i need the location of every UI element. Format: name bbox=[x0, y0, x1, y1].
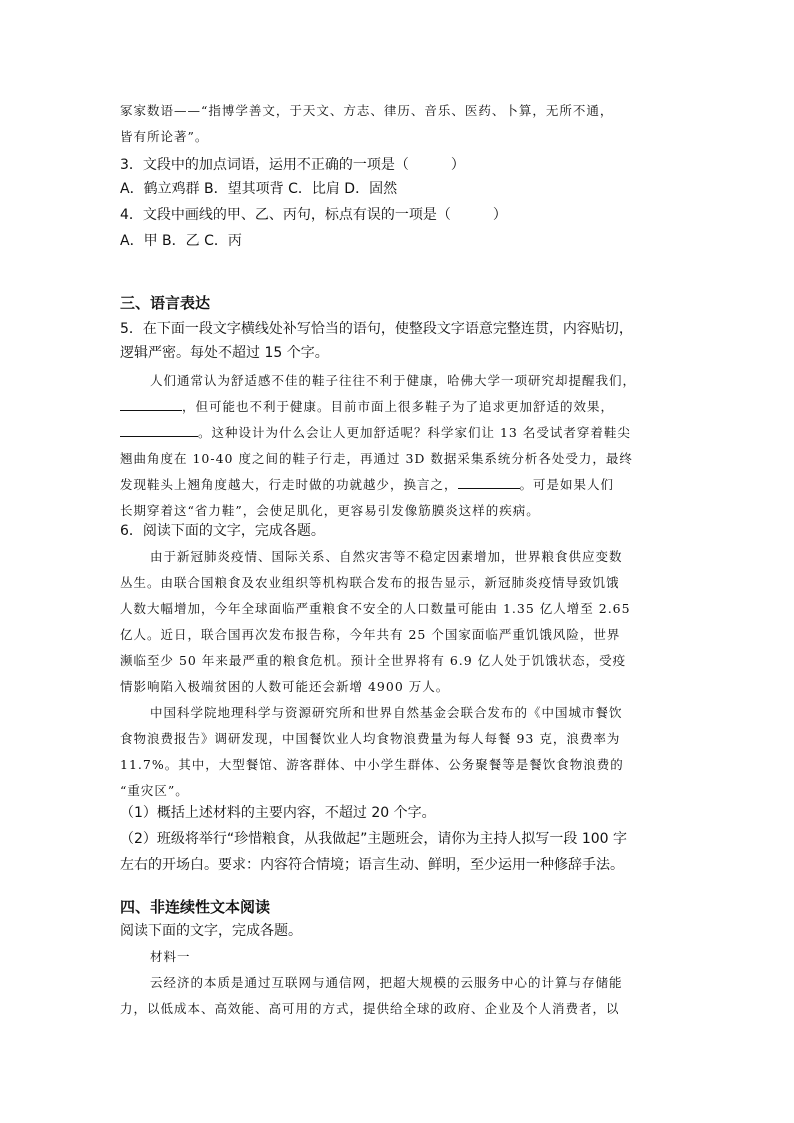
answer-blank bbox=[458, 475, 520, 489]
answer-blank bbox=[120, 397, 182, 411]
question-3-options: A．鹤立鸡群 B．望其项背 C．比肩 D．固然 bbox=[120, 181, 398, 197]
passage-line: 人们通常认为舒适感不佳的鞋子往往不利于健康，哈佛大学一项研究却提醒我们， bbox=[150, 373, 637, 388]
section-3-title: 三、语言表达 bbox=[120, 294, 211, 312]
question-6-stem: 6．阅读下面的文字，完成各题。 bbox=[120, 523, 325, 539]
answer-blank bbox=[120, 423, 198, 437]
passage-line: 濒临至少 50 年来最严重的粮食危机。预计全世界将有 6.9 亿人处于饥饿状态，受疫 bbox=[120, 653, 627, 668]
passage-line: 丛生。由联合国粮食及农业组织等机构联合发布的报告显示，新冠肺炎疫情导致饥饿 bbox=[120, 575, 620, 590]
question-6-sub-2: （2）班级将举行“珍惜粮食，从我做起”主题班会，请你为主持人拟写一段 100 字 bbox=[120, 831, 628, 847]
question-6-sub-1: （1）概括上述材料的主要内容，不超过 20 个字。 bbox=[120, 805, 436, 821]
passage-line: 食物浪费报告》调研发现，中国餐饮业人均食物浪费量为每人每餐 93 克，浪费率为 bbox=[120, 731, 621, 746]
question-3-stem: 3．文段中的加点词语，运用不正确的一项是（ ） bbox=[120, 157, 465, 173]
passage-line: ，但可能也不利于健康。目前市面上很多鞋子为了追求更加舒适的效果， bbox=[120, 396, 614, 418]
question-5-stem: 5．在下面一段文字横线处补写恰当的语句，使整段文字语意完整连贯，内容贴切， bbox=[120, 321, 633, 337]
passage-line: 翘曲角度在 10-40 度之间的鞋子行走，再通过 3D 数据采集系统分析各处受力，最终 bbox=[120, 451, 633, 466]
passage-line: 云经济的本质是通过互联网与通信网，把超大规模的云服务中心的计算与存储能 bbox=[150, 975, 623, 990]
question-5-stem: 逻辑严密。每处不超过 15 个字。 bbox=[120, 345, 329, 361]
passage-line: 长期穿着这“省力鞋”，会使足肌化，更容易引发像筋膜炎这样的疾病。 bbox=[120, 503, 540, 518]
passage-line: 11.7%。其中，大型餐馆、游客群体、中小学生群体、公务聚餐等是餐饮食物浪费的 bbox=[120, 757, 624, 772]
passage-line: 由于新冠肺炎疫情、国际关系、自然灾害等不稳定因素增加，世界粮食供应变数 bbox=[150, 549, 623, 564]
passage-line: 中国科学院地理科学与资源研究所和世界自然基金会联合发布的《中国城市餐饮 bbox=[150, 705, 623, 720]
continuation-line: 皆有所论著”。 bbox=[120, 129, 209, 144]
section-4-title: 四、非连续性文本阅读 bbox=[120, 898, 271, 916]
question-6-sub-2: 左右的开场白。要求：内容符合情境；语言生动、鲜明，至少运用一种修辞手法。 bbox=[120, 857, 624, 873]
passage-line: 发现鞋头上翘角度越大，行走时做的功就越少，换言之， 。可是如果人们 bbox=[120, 477, 615, 492]
passage-line: 情影响陷入极端贫困的人数可能还会新增 4900 万人。 bbox=[120, 679, 450, 694]
passage-line: 。这种设计为什么会让人更加舒适呢？科学家们让 13 名受试者穿着鞋尖 bbox=[120, 422, 631, 444]
passage-line: 人数大幅增加，今年全球面临严重粮食不安全的人口数量可能由 1.35 亿人增至 2.65 bbox=[120, 601, 631, 616]
continuation-line: 冢家数语——“指博学善文，于天文、方志、律历、音乐、医药、卜算，无所不通， bbox=[120, 103, 614, 118]
section-4-intro: 阅读下面的文字，完成各题。 bbox=[120, 923, 302, 939]
question-4-stem: 4．文段中画线的甲、乙、丙句，标点有误的一项是（ ） bbox=[120, 207, 507, 223]
passage-line: 亿人。近日，联合国再次发布报告称，今年共有 25 个国家面临严重饥饿风险，世界 bbox=[120, 627, 621, 642]
material-label: 材料一 bbox=[150, 949, 191, 964]
passage-line: 力，以低成本、高效能、高可用的方式，提供给全球的政府、企业及个人消费者，以 bbox=[120, 1001, 620, 1016]
passage-line: “重灾区”。 bbox=[120, 783, 189, 798]
question-4-options: A．甲 B．乙 C．丙 bbox=[120, 233, 242, 249]
